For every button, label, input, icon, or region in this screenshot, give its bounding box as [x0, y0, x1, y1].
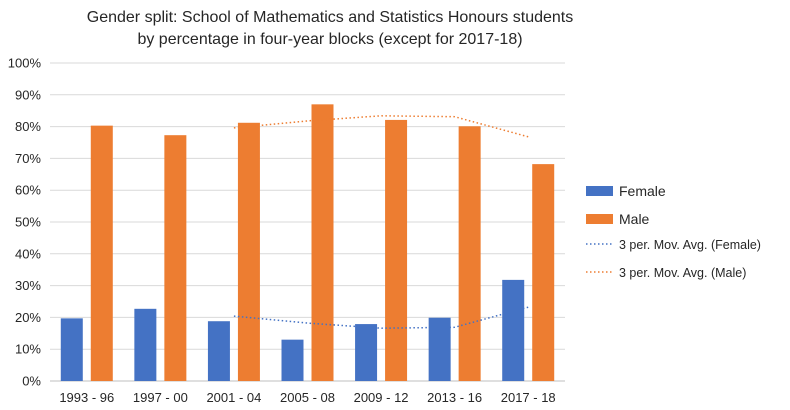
x-tick-label: 1993 - 96	[59, 390, 115, 405]
bar-male	[385, 120, 407, 381]
y-tick-label: 80%	[14, 119, 41, 135]
y-tick-label: 60%	[14, 182, 41, 198]
bar-male	[164, 135, 186, 381]
y-tick-label: 0%	[22, 373, 41, 389]
x-tick-label: 2017 - 18	[500, 390, 556, 405]
bar-male	[91, 126, 113, 381]
bars	[61, 104, 554, 381]
y-tick-label: 50%	[14, 214, 41, 230]
bar-female	[282, 340, 304, 381]
bar-male	[532, 164, 554, 381]
bar-female	[355, 324, 377, 381]
legend-label: 3 per. Mov. Avg. (Male)	[619, 266, 747, 280]
y-tick-label: 40%	[14, 246, 41, 262]
legend	[586, 183, 761, 280]
bar-male	[238, 123, 260, 381]
y-tick-label: 70%	[14, 150, 41, 166]
chart-title: Gender split: School of Mathematics and Statistics Honours students	[86, 9, 574, 26]
legend-swatch	[586, 214, 613, 224]
bar-female	[61, 318, 83, 381]
x-tick-label: 2013 - 16	[427, 390, 483, 405]
y-axis-ticks	[8, 56, 42, 389]
x-tick-label: 2001 - 04	[206, 390, 262, 405]
bar-female	[429, 318, 451, 381]
legend-label: 3 per. Mov. Avg. (Female)	[619, 238, 761, 252]
y-tick-label: 90%	[14, 87, 41, 103]
y-tick-label: 30%	[14, 278, 41, 294]
bar-male	[459, 126, 481, 381]
y-tick-label: 20%	[14, 309, 41, 325]
legend-swatch	[586, 186, 613, 196]
x-tick-label: 2009 - 12	[353, 390, 409, 405]
bar-female	[208, 321, 230, 381]
gridlines	[50, 63, 565, 381]
y-tick-label: 10%	[14, 341, 41, 357]
legend-label: Male	[619, 211, 650, 227]
x-axis-ticks	[59, 390, 555, 405]
x-tick-label: 2005 - 08	[280, 390, 335, 405]
y-tick-label: 100%	[7, 55, 41, 71]
bar-male	[312, 104, 334, 381]
bar-female	[134, 309, 156, 381]
x-tick-label: 1997 - 00	[132, 390, 188, 405]
bar-female	[502, 280, 524, 381]
legend-label: Female	[619, 183, 666, 199]
chart-subtitle: by percentage in four-year blocks (except for 2017-18)	[137, 31, 523, 48]
